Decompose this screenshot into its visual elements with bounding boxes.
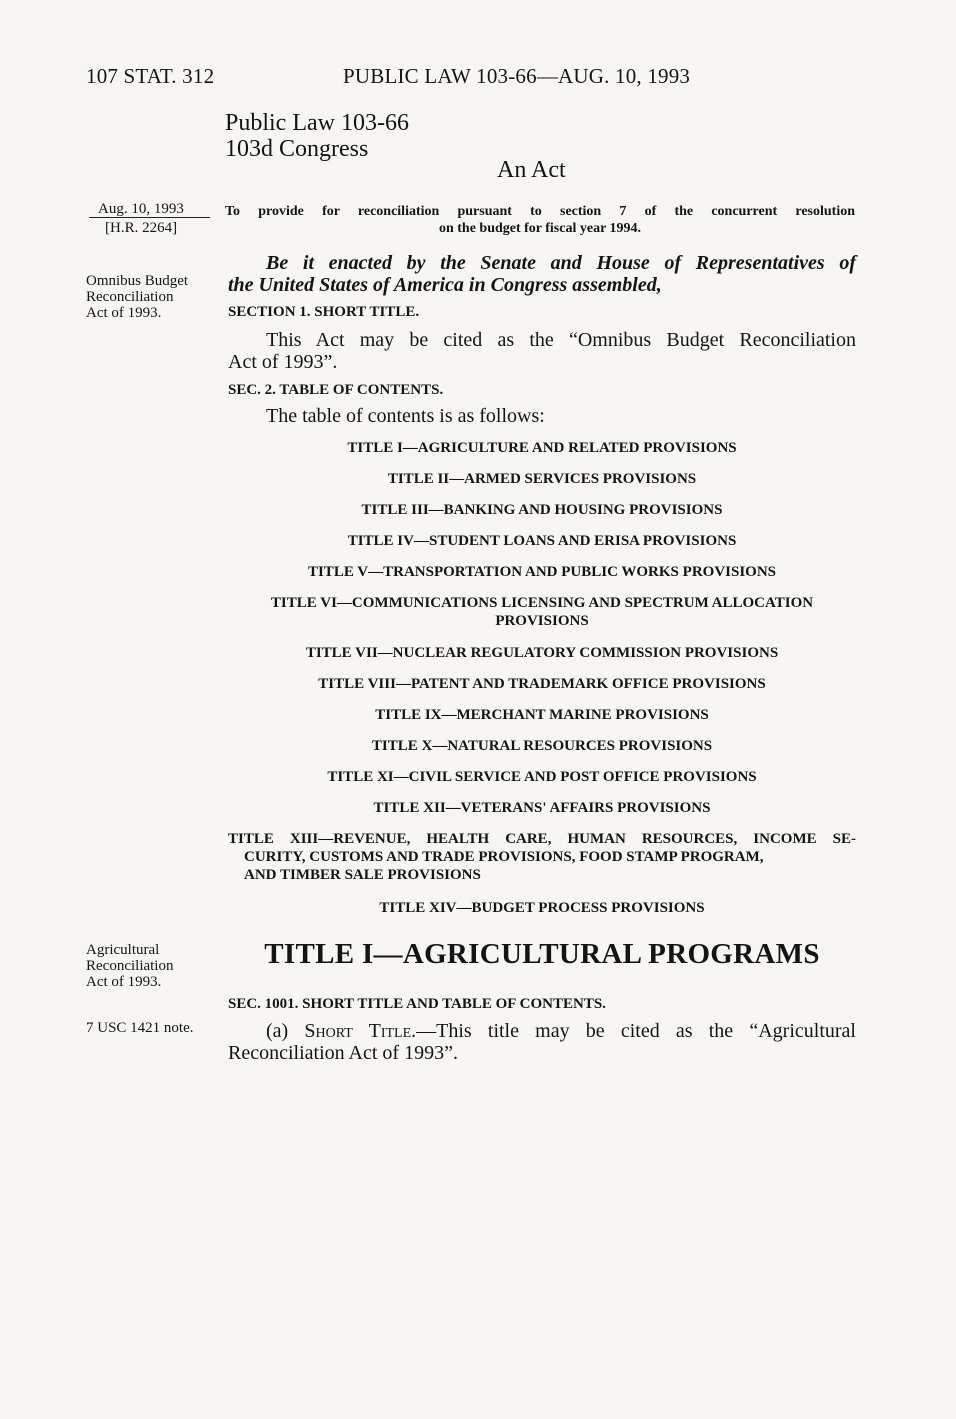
margin-note-line: Omnibus Budget: [86, 273, 189, 289]
toc-entry: TITLE XI—CIVIL SERVICE AND POST OFFICE PROVISIONS: [327, 769, 757, 785]
toc-entry: TITLE II—ARMED SERVICES PROVISIONS: [387, 471, 697, 487]
page-stat-number: 107 STAT. 312: [86, 64, 215, 88]
section-1-heading: SECTION 1. SHORT TITLE.: [228, 304, 420, 320]
enacting-line: the United States of America in Congress assembled,: [228, 274, 662, 296]
toc-entry-title-13: [228, 830, 856, 884]
section-1-text: [228, 329, 856, 373]
purpose-line: To provide for reconciliation pursuant to section 7 of the concurrent resolution: [225, 204, 855, 219]
enacting-line: Be it enacted by the Senate and House of Representatives of: [266, 252, 856, 274]
toc-entry-continued: PROVISIONS: [495, 613, 589, 629]
toc-entry: TITLE IV—STUDENT LOANS AND ERISA PROVISIONS: [347, 533, 737, 549]
section-1001-paragraph-a: [228, 1020, 856, 1064]
toc-entry: TITLE V—TRANSPORTATION AND PUBLIC WORKS PROVISIONS: [307, 564, 777, 580]
margin-short-title-note: [86, 273, 188, 321]
toc-entry: TITLE VIII—PATENT AND TRADEMARK OFFICE PROVISIONS: [318, 676, 766, 692]
an-act-heading: An Act: [497, 157, 566, 183]
toc-entry: TITLE VII—NUCLEAR REGULATORY COMMISSION PROVISIONS: [305, 645, 779, 661]
margin-date: Aug. 10, 1993: [98, 201, 184, 217]
paragraph-label: (a): [266, 1020, 305, 1042]
toc-entry-line: CURITY, CUSTOMS AND TRADE PROVISIONS, FOOD STAMP PROGRAM,: [244, 849, 764, 865]
paragraph-line: [228, 1020, 856, 1042]
act-purpose: [225, 203, 855, 237]
margin-bill-number: [H.R. 2264]: [105, 220, 178, 236]
toc-entry: TITLE XII—VETERANS' AFFAIRS PROVISIONS: [373, 800, 711, 816]
section-1-line: Act of 1993”.: [228, 351, 338, 373]
toc-entry-line: TITLE XIII—REVENUE, HEALTH CARE, HUMAN RESOURCES, INCOME SE-: [228, 831, 856, 847]
section-1001-heading: SEC. 1001. SHORT TITLE AND TABLE OF CONTENTS.: [228, 996, 606, 1012]
public-law-number: Public Law 103-66: [225, 110, 409, 136]
toc-entry: TITLE X—NATURAL RESOURCES PROVISIONS: [371, 738, 713, 754]
purpose-line: on the budget for fiscal year 1994.: [438, 221, 642, 236]
toc-entry: TITLE I—AGRICULTURE AND RELATED PROVISIONS: [347, 440, 737, 456]
toc-intro: The table of contents is as follows:: [266, 405, 545, 427]
title-one-heading: TITLE I—AGRICULTURAL PROGRAMS: [264, 938, 820, 970]
toc-entry-line: AND TIMBER SALE PROVISIONS: [244, 867, 481, 883]
law-identifier: [225, 110, 409, 162]
running-head: PUBLIC LAW 103-66—AUG. 10, 1993: [343, 64, 691, 88]
toc-entry: TITLE XIV—BUDGET PROCESS PROVISIONS: [379, 900, 705, 916]
congress-number: 103d Congress: [225, 136, 369, 162]
toc-entry: TITLE VI—COMMUNICATIONS LICENSING AND SPECTRUM ALLOCATION: [270, 595, 814, 611]
margin-note-line: Act of 1993.: [86, 305, 162, 321]
paragraph-text: .—This title may be cited as the “Agricultural: [411, 1020, 856, 1042]
toc-entry: TITLE III—BANKING AND HOUSING PROVISIONS: [361, 502, 723, 518]
margin-usc-citation: 7 USC 1421 note.: [86, 1020, 194, 1036]
margin-note-line: Agricultural: [86, 942, 160, 958]
section-1-line: This Act may be cited as the “Omnibus Budget Reconciliation: [266, 329, 856, 351]
toc-entry: TITLE IX—MERCHANT MARINE PROVISIONS: [375, 707, 709, 723]
margin-note-line: Reconciliation: [86, 958, 174, 974]
margin-divider: [89, 217, 210, 218]
section-2-heading: SEC. 2. TABLE OF CONTENTS.: [228, 382, 444, 398]
margin-note-line: Reconciliation: [86, 289, 174, 305]
margin-agricultural-note: [86, 942, 173, 990]
enacting-clause: [228, 252, 856, 296]
margin-note-line: Act of 1993.: [86, 974, 162, 990]
paragraph-line: Reconciliation Act of 1993”.: [228, 1042, 458, 1064]
paragraph-caption: Short Title: [304, 1020, 412, 1042]
